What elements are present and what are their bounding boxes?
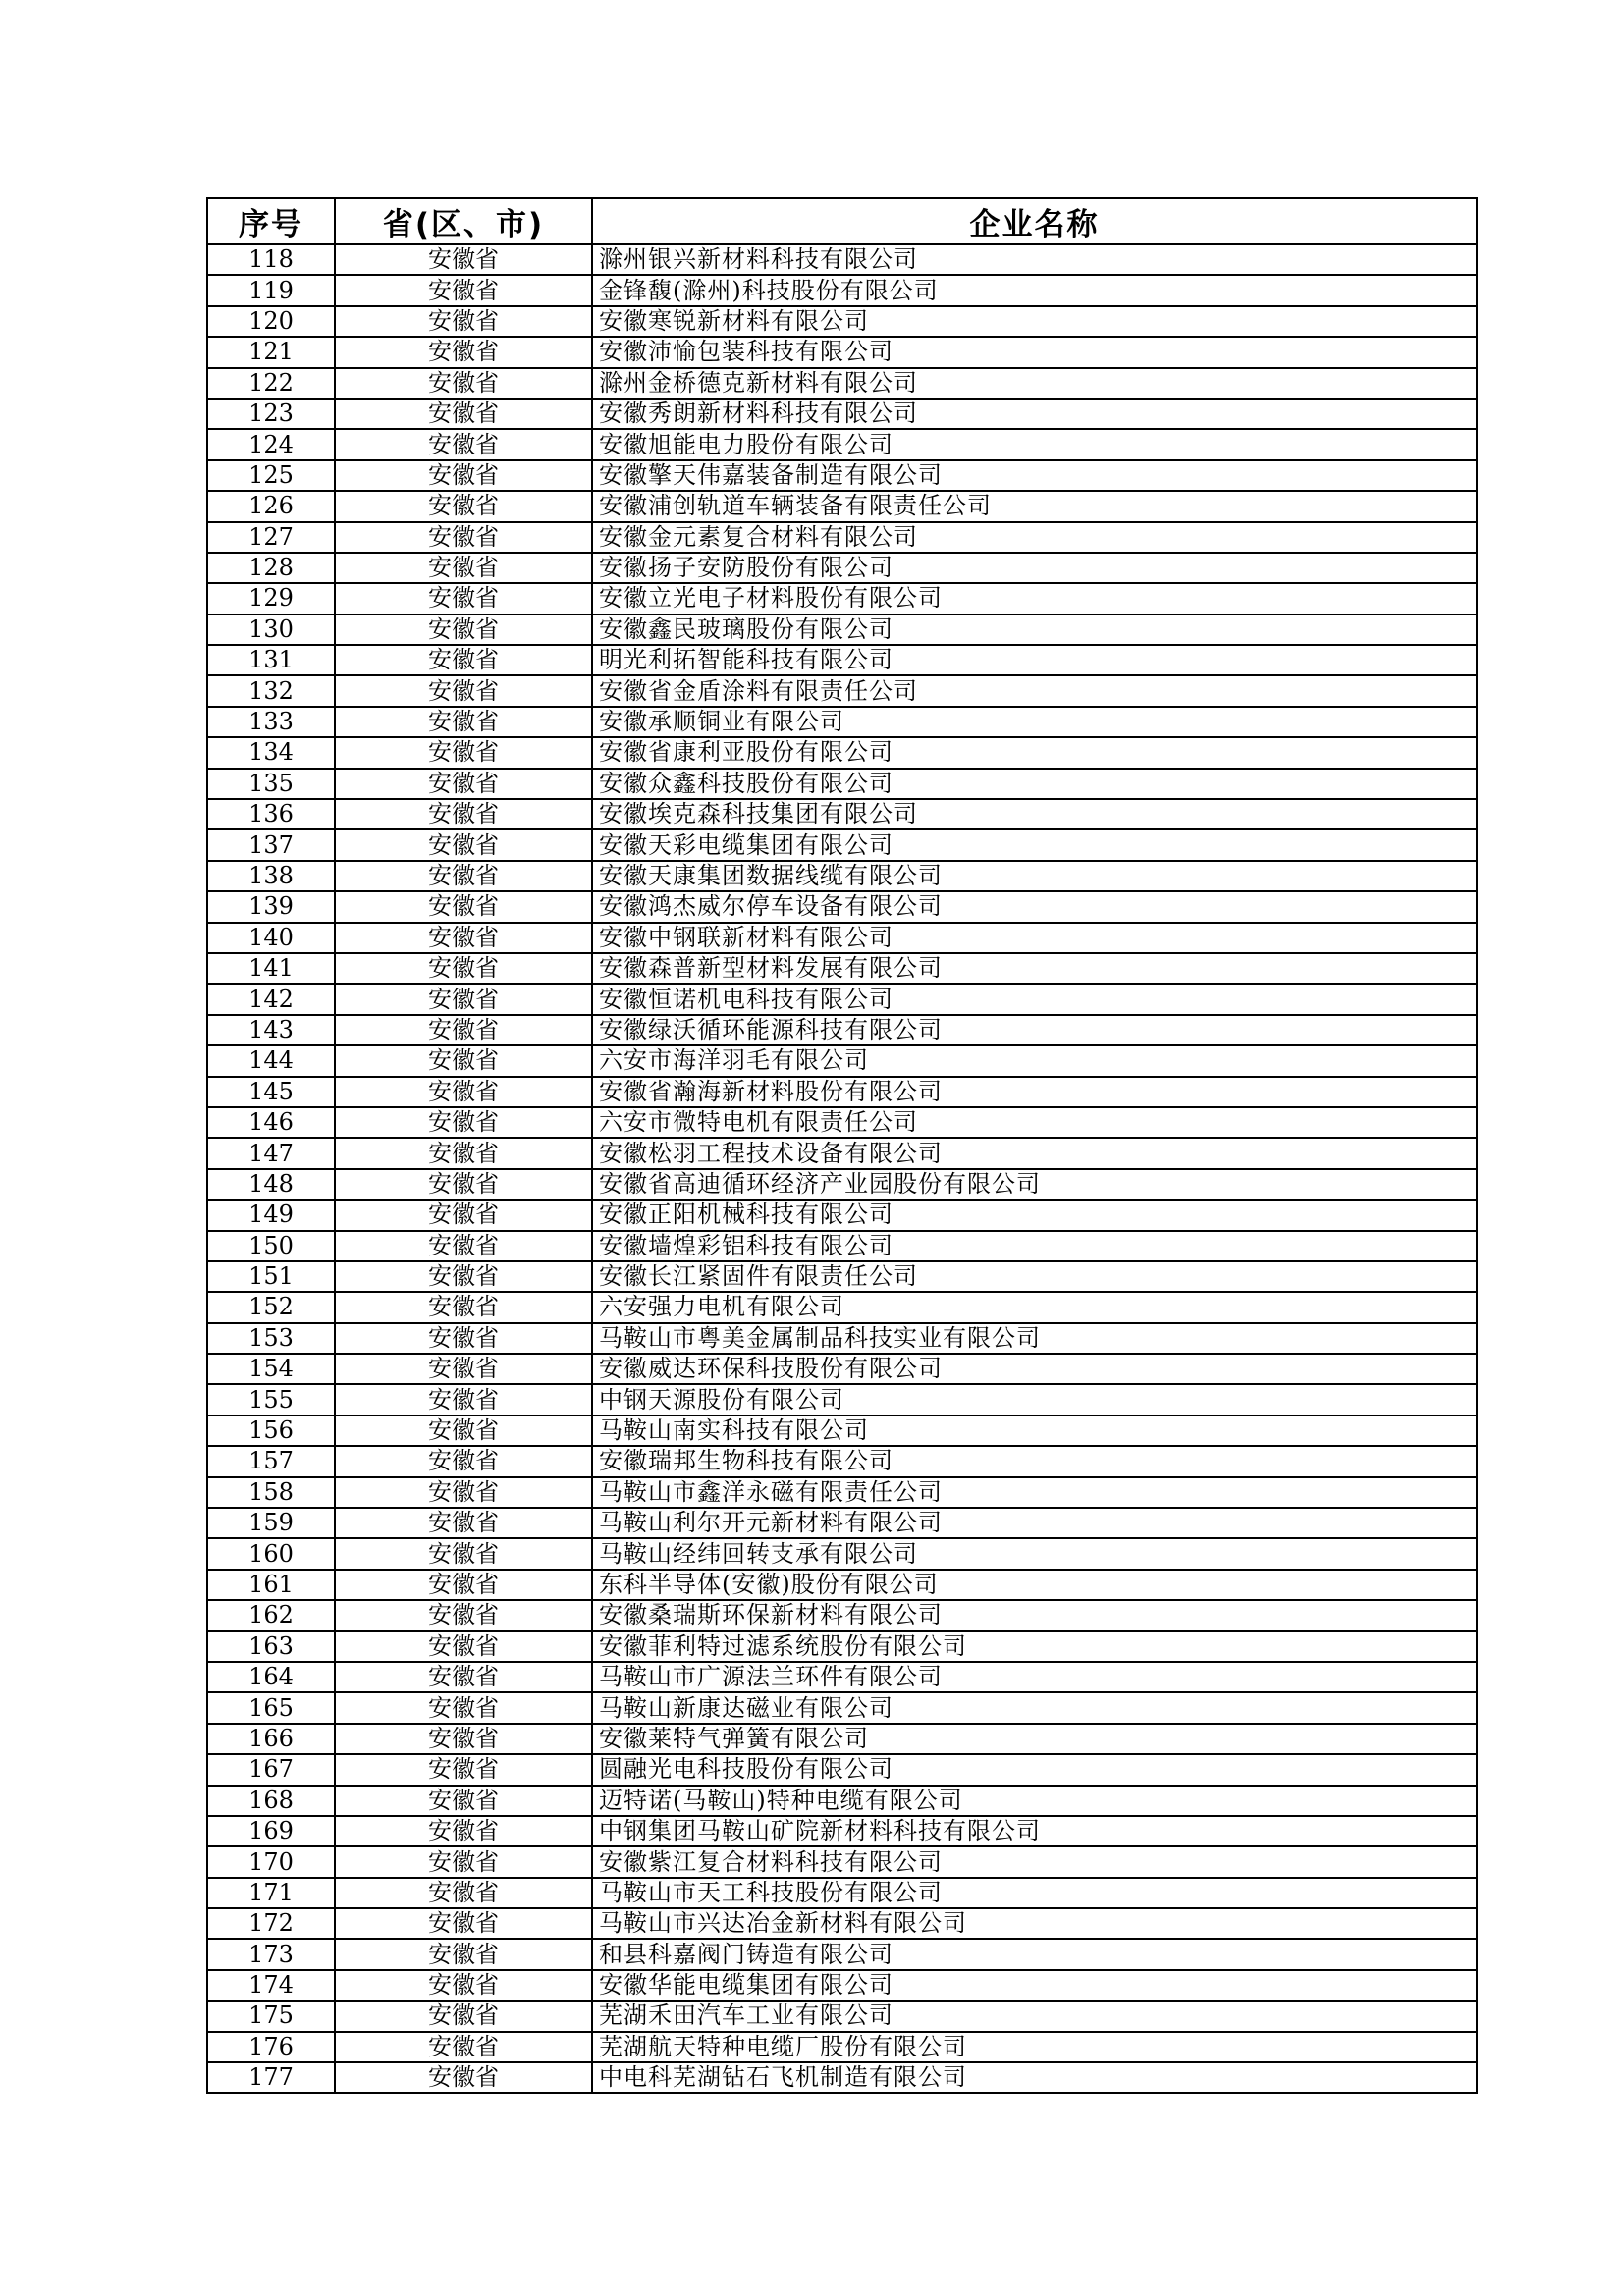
row-serial-number: 151 <box>207 1261 335 1292</box>
row-serial-number: 121 <box>207 337 335 367</box>
row-province: 安徽省 <box>335 2001 592 2031</box>
row-province: 安徽省 <box>335 1631 592 1662</box>
row-province: 安徽省 <box>335 675 592 706</box>
row-province: 安徽省 <box>335 1662 592 1692</box>
row-serial-number: 150 <box>207 1231 335 1261</box>
row-company-name: 安徽恒诺机电科技有限公司 <box>592 984 1477 1014</box>
table-row <box>207 2001 1477 2031</box>
row-province: 安徽省 <box>335 1754 592 1785</box>
table-row <box>207 1077 1477 1107</box>
row-serial-number: 136 <box>207 799 335 829</box>
row-company-name: 马鞍山南实科技有限公司 <box>592 1415 1477 1446</box>
row-company-name: 安徽瑞邦生物科技有限公司 <box>592 1446 1477 1476</box>
row-serial-number: 155 <box>207 1384 335 1415</box>
row-serial-number: 129 <box>207 583 335 614</box>
table-row <box>207 337 1477 367</box>
row-serial-number: 120 <box>207 306 335 337</box>
row-serial-number: 127 <box>207 522 335 553</box>
row-company-name: 马鞍山市天工科技股份有限公司 <box>592 1878 1477 1908</box>
table-row <box>207 1384 1477 1415</box>
row-province: 安徽省 <box>335 306 592 337</box>
row-serial-number: 125 <box>207 460 335 491</box>
row-province: 安徽省 <box>335 522 592 553</box>
row-province: 安徽省 <box>335 707 592 737</box>
row-serial-number: 168 <box>207 1786 335 1816</box>
row-province: 安徽省 <box>335 1015 592 1045</box>
row-province: 安徽省 <box>335 1786 592 1816</box>
table-row <box>207 1138 1477 1168</box>
row-province: 安徽省 <box>335 1477 592 1508</box>
row-province: 安徽省 <box>335 244 592 275</box>
row-province: 安徽省 <box>335 1878 592 1908</box>
table-row <box>207 1415 1477 1446</box>
table-row <box>207 1261 1477 1292</box>
row-serial-number: 172 <box>207 1908 335 1939</box>
table-row <box>207 923 1477 953</box>
table-body <box>207 244 1477 2093</box>
row-serial-number: 126 <box>207 491 335 521</box>
table-row <box>207 737 1477 768</box>
row-serial-number: 135 <box>207 769 335 799</box>
row-province: 安徽省 <box>335 1415 592 1446</box>
row-serial-number: 134 <box>207 737 335 768</box>
row-province: 安徽省 <box>335 1970 592 2001</box>
row-serial-number: 175 <box>207 2001 335 2031</box>
row-province: 安徽省 <box>335 2032 592 2062</box>
row-company-name: 马鞍山新康达磁业有限公司 <box>592 1692 1477 1723</box>
row-company-name: 安徽省金盾涂料有限责任公司 <box>592 675 1477 706</box>
row-serial-number: 165 <box>207 1692 335 1723</box>
row-province: 安徽省 <box>335 1724 592 1754</box>
table-row <box>207 2032 1477 2062</box>
table-row <box>207 1846 1477 1877</box>
row-company-name: 安徽森普新型材料发展有限公司 <box>592 953 1477 984</box>
row-province: 安徽省 <box>335 429 592 459</box>
row-serial-number: 145 <box>207 1077 335 1107</box>
table-row <box>207 1908 1477 1939</box>
row-company-name: 安徽旭能电力股份有限公司 <box>592 429 1477 459</box>
header-province: 省(区、市) <box>335 198 592 244</box>
row-company-name: 滁州银兴新材料科技有限公司 <box>592 244 1477 275</box>
row-company-name: 芜湖航天特种电缆厂股份有限公司 <box>592 2032 1477 2062</box>
table-row <box>207 2062 1477 2093</box>
row-serial-number: 158 <box>207 1477 335 1508</box>
row-serial-number: 153 <box>207 1323 335 1354</box>
row-province: 安徽省 <box>335 1169 592 1200</box>
table-header <box>207 198 1477 244</box>
row-company-name: 滁州金桥德克新材料有限公司 <box>592 368 1477 399</box>
row-company-name: 六安强力电机有限公司 <box>592 1292 1477 1322</box>
row-company-name: 安徽寒锐新材料有限公司 <box>592 306 1477 337</box>
row-company-name: 马鞍山市广源法兰环件有限公司 <box>592 1662 1477 1692</box>
row-province: 安徽省 <box>335 923 592 953</box>
row-company-name: 安徽紫江复合材料科技有限公司 <box>592 1846 1477 1877</box>
row-serial-number: 176 <box>207 2032 335 2062</box>
row-province: 安徽省 <box>335 399 592 429</box>
row-serial-number: 166 <box>207 1724 335 1754</box>
header-company-name: 企业名称 <box>592 198 1477 244</box>
table-row <box>207 1200 1477 1230</box>
table-row <box>207 1570 1477 1600</box>
row-company-name: 安徽沛愉包装科技有限公司 <box>592 337 1477 367</box>
row-company-name: 安徽威达环保科技股份有限公司 <box>592 1354 1477 1384</box>
row-province: 安徽省 <box>335 861 592 891</box>
table-row <box>207 645 1477 675</box>
row-serial-number: 128 <box>207 553 335 583</box>
row-serial-number: 143 <box>207 1015 335 1045</box>
row-serial-number: 118 <box>207 244 335 275</box>
row-province: 安徽省 <box>335 1045 592 1076</box>
row-company-name: 安徽浦创轨道车辆装备有限责任公司 <box>592 491 1477 521</box>
row-serial-number: 154 <box>207 1354 335 1384</box>
row-province: 安徽省 <box>335 799 592 829</box>
row-serial-number: 147 <box>207 1138 335 1168</box>
row-company-name: 安徽天康集团数据线缆有限公司 <box>592 861 1477 891</box>
row-company-name: 安徽埃克森科技集团有限公司 <box>592 799 1477 829</box>
table-row <box>207 675 1477 706</box>
table-row <box>207 1786 1477 1816</box>
row-province: 安徽省 <box>335 984 592 1014</box>
row-province: 安徽省 <box>335 1384 592 1415</box>
row-province: 安徽省 <box>335 583 592 614</box>
row-company-name: 明光利拓智能科技有限公司 <box>592 645 1477 675</box>
table-row <box>207 1754 1477 1785</box>
row-company-name: 和县科嘉阀门铸造有限公司 <box>592 1939 1477 1969</box>
row-serial-number: 170 <box>207 1846 335 1877</box>
table-row <box>207 707 1477 737</box>
row-serial-number: 144 <box>207 1045 335 1076</box>
row-company-name: 马鞍山市粤美金属制品科技实业有限公司 <box>592 1323 1477 1354</box>
row-province: 安徽省 <box>335 829 592 860</box>
table-row <box>207 1015 1477 1045</box>
row-province: 安徽省 <box>335 1077 592 1107</box>
row-company-name: 中钢天源股份有限公司 <box>592 1384 1477 1415</box>
row-company-name: 中电科芜湖钻石飞机制造有限公司 <box>592 2062 1477 2093</box>
row-company-name: 安徽华能电缆集团有限公司 <box>592 1970 1477 2001</box>
row-serial-number: 157 <box>207 1446 335 1476</box>
row-company-name: 六安市微特电机有限责任公司 <box>592 1107 1477 1138</box>
row-serial-number: 146 <box>207 1107 335 1138</box>
row-province: 安徽省 <box>335 1908 592 1939</box>
row-company-name: 安徽秀朗新材料科技有限公司 <box>592 399 1477 429</box>
table-row <box>207 1816 1477 1846</box>
table-row <box>207 1600 1477 1630</box>
row-company-name: 马鞍山市鑫洋永磁有限责任公司 <box>592 1477 1477 1508</box>
row-serial-number: 167 <box>207 1754 335 1785</box>
table-row <box>207 1107 1477 1138</box>
row-province: 安徽省 <box>335 1323 592 1354</box>
row-province: 安徽省 <box>335 491 592 521</box>
row-province: 安徽省 <box>335 1231 592 1261</box>
row-province: 安徽省 <box>335 891 592 922</box>
table-row <box>207 1477 1477 1508</box>
table-row <box>207 244 1477 275</box>
table-row <box>207 1354 1477 1384</box>
row-company-name: 安徽金元素复合材料有限公司 <box>592 522 1477 553</box>
row-company-name: 六安市海洋羽毛有限公司 <box>592 1045 1477 1076</box>
table-row <box>207 553 1477 583</box>
row-serial-number: 161 <box>207 1570 335 1600</box>
row-company-name: 安徽正阳机械科技有限公司 <box>592 1200 1477 1230</box>
table-row <box>207 399 1477 429</box>
row-province: 安徽省 <box>335 1570 592 1600</box>
row-province: 安徽省 <box>335 1508 592 1538</box>
row-company-name: 安徽莱特气弹簧有限公司 <box>592 1724 1477 1754</box>
table-row <box>207 1323 1477 1354</box>
row-company-name: 安徽松羽工程技术设备有限公司 <box>592 1138 1477 1168</box>
row-company-name: 安徽鸿杰威尔停车设备有限公司 <box>592 891 1477 922</box>
row-serial-number: 169 <box>207 1816 335 1846</box>
row-serial-number: 160 <box>207 1538 335 1569</box>
row-company-name: 马鞍山经纬回转支承有限公司 <box>592 1538 1477 1569</box>
table-row <box>207 891 1477 922</box>
table-row <box>207 1508 1477 1538</box>
table-row <box>207 368 1477 399</box>
table-row <box>207 1692 1477 1723</box>
row-province: 安徽省 <box>335 1816 592 1846</box>
row-company-name: 安徽立光电子材料股份有限公司 <box>592 583 1477 614</box>
row-company-name: 安徽擎天伟嘉装备制造有限公司 <box>592 460 1477 491</box>
row-serial-number: 159 <box>207 1508 335 1538</box>
table-row <box>207 460 1477 491</box>
table-row <box>207 1662 1477 1692</box>
row-province: 安徽省 <box>335 1538 592 1569</box>
row-serial-number: 163 <box>207 1631 335 1662</box>
row-serial-number: 133 <box>207 707 335 737</box>
row-company-name: 安徽天彩电缆集团有限公司 <box>592 829 1477 860</box>
company-list-table <box>206 197 1478 2094</box>
row-province: 安徽省 <box>335 1846 592 1877</box>
row-serial-number: 156 <box>207 1415 335 1446</box>
row-company-name: 安徽桑瑞斯环保新材料有限公司 <box>592 1600 1477 1630</box>
row-province: 安徽省 <box>335 1261 592 1292</box>
row-province: 安徽省 <box>335 769 592 799</box>
table-row <box>207 1446 1477 1476</box>
table-row <box>207 1292 1477 1322</box>
table-row <box>207 522 1477 553</box>
row-company-name: 安徽墙煌彩铝科技有限公司 <box>592 1231 1477 1261</box>
row-province: 安徽省 <box>335 1939 592 1969</box>
table-row <box>207 583 1477 614</box>
table-row <box>207 953 1477 984</box>
row-serial-number: 139 <box>207 891 335 922</box>
row-province: 安徽省 <box>335 368 592 399</box>
row-serial-number: 164 <box>207 1662 335 1692</box>
row-company-name: 安徽省瀚海新材料股份有限公司 <box>592 1077 1477 1107</box>
row-serial-number: 141 <box>207 953 335 984</box>
table-row <box>207 491 1477 521</box>
table-row <box>207 1231 1477 1261</box>
row-serial-number: 119 <box>207 275 335 305</box>
table-row <box>207 429 1477 459</box>
row-province: 安徽省 <box>335 460 592 491</box>
row-company-name: 马鞍山利尔开元新材料有限公司 <box>592 1508 1477 1538</box>
row-serial-number: 173 <box>207 1939 335 1969</box>
table-row <box>207 1970 1477 2001</box>
row-company-name: 安徽省康利亚股份有限公司 <box>592 737 1477 768</box>
row-province: 安徽省 <box>335 553 592 583</box>
row-serial-number: 124 <box>207 429 335 459</box>
row-province: 安徽省 <box>335 1692 592 1723</box>
row-province: 安徽省 <box>335 1292 592 1322</box>
row-province: 安徽省 <box>335 1354 592 1384</box>
row-province: 安徽省 <box>335 275 592 305</box>
table-row <box>207 1724 1477 1754</box>
row-province: 安徽省 <box>335 1600 592 1630</box>
row-serial-number: 123 <box>207 399 335 429</box>
table-row <box>207 1878 1477 1908</box>
table-row <box>207 799 1477 829</box>
row-serial-number: 132 <box>207 675 335 706</box>
row-province: 安徽省 <box>335 1138 592 1168</box>
row-serial-number: 177 <box>207 2062 335 2093</box>
row-province: 安徽省 <box>335 2062 592 2093</box>
row-province: 安徽省 <box>335 337 592 367</box>
row-company-name: 东科半导体(安徽)股份有限公司 <box>592 1570 1477 1600</box>
row-serial-number: 152 <box>207 1292 335 1322</box>
table-row <box>207 1169 1477 1200</box>
row-company-name: 安徽扬子安防股份有限公司 <box>592 553 1477 583</box>
row-company-name: 安徽承顺铜业有限公司 <box>592 707 1477 737</box>
header-serial-number: 序号 <box>207 198 335 244</box>
row-company-name: 芜湖禾田汽车工业有限公司 <box>592 2001 1477 2031</box>
table-row <box>207 829 1477 860</box>
row-province: 安徽省 <box>335 645 592 675</box>
table-row <box>207 1631 1477 1662</box>
row-province: 安徽省 <box>335 953 592 984</box>
row-serial-number: 137 <box>207 829 335 860</box>
row-company-name: 中钢集团马鞍山矿院新材料科技有限公司 <box>592 1816 1477 1846</box>
row-province: 安徽省 <box>335 737 592 768</box>
row-serial-number: 162 <box>207 1600 335 1630</box>
row-company-name: 安徽绿沃循环能源科技有限公司 <box>592 1015 1477 1045</box>
row-serial-number: 174 <box>207 1970 335 2001</box>
row-company-name: 安徽菲利特过滤系统股份有限公司 <box>592 1631 1477 1662</box>
table-row <box>207 614 1477 645</box>
row-company-name: 马鞍山市兴达冶金新材料有限公司 <box>592 1908 1477 1939</box>
row-serial-number: 131 <box>207 645 335 675</box>
row-company-name: 安徽鑫民玻璃股份有限公司 <box>592 614 1477 645</box>
row-serial-number: 149 <box>207 1200 335 1230</box>
row-serial-number: 171 <box>207 1878 335 1908</box>
row-serial-number: 142 <box>207 984 335 1014</box>
row-company-name: 安徽中钢联新材料有限公司 <box>592 923 1477 953</box>
row-serial-number: 138 <box>207 861 335 891</box>
row-company-name: 金锋馥(滁州)科技股份有限公司 <box>592 275 1477 305</box>
row-company-name: 圆融光电科技股份有限公司 <box>592 1754 1477 1785</box>
row-company-name: 安徽省高迪循环经济产业园股份有限公司 <box>592 1169 1477 1200</box>
row-serial-number: 130 <box>207 614 335 645</box>
row-province: 安徽省 <box>335 1200 592 1230</box>
table-row <box>207 275 1477 305</box>
table-row <box>207 306 1477 337</box>
row-company-name: 安徽长江紧固件有限责任公司 <box>592 1261 1477 1292</box>
table-row <box>207 984 1477 1014</box>
table-row <box>207 769 1477 799</box>
row-province: 安徽省 <box>335 1446 592 1476</box>
table-row <box>207 1538 1477 1569</box>
header-row <box>207 198 1477 244</box>
row-serial-number: 148 <box>207 1169 335 1200</box>
row-serial-number: 140 <box>207 923 335 953</box>
row-province: 安徽省 <box>335 1107 592 1138</box>
row-province: 安徽省 <box>335 614 592 645</box>
table-row <box>207 1045 1477 1076</box>
table-row <box>207 1939 1477 1969</box>
row-company-name: 迈特诺(马鞍山)特种电缆有限公司 <box>592 1786 1477 1816</box>
row-serial-number: 122 <box>207 368 335 399</box>
table-row <box>207 861 1477 891</box>
row-company-name: 安徽众鑫科技股份有限公司 <box>592 769 1477 799</box>
